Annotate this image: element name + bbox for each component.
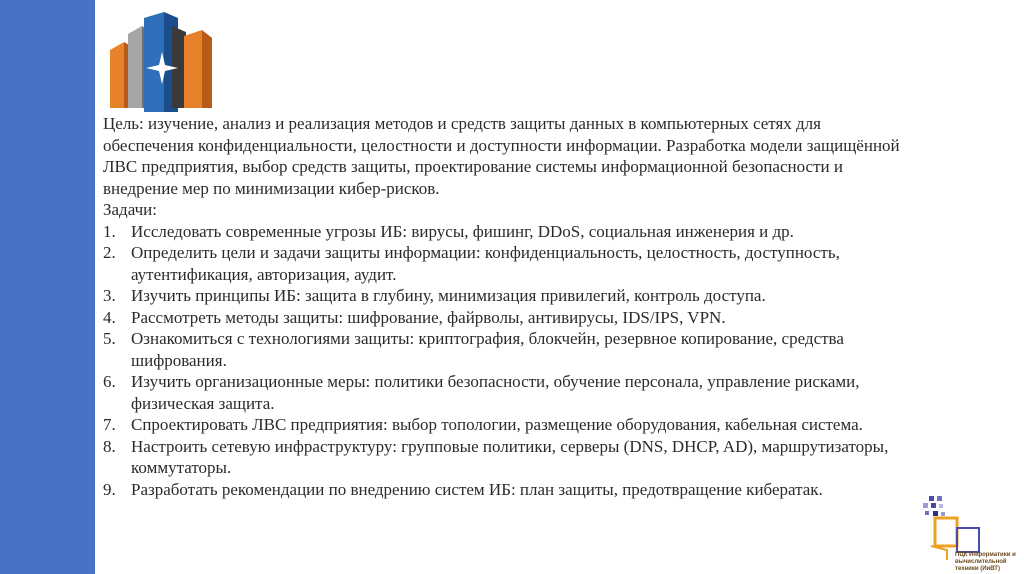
left-accent-bar [0, 0, 95, 574]
task-item: 2. Определить цели и задачи защиты информации: конфиденциальность, целостность, доступность, аутентификация, авторизация, аудит. [103, 243, 840, 284]
corner-logo-line-1: ПЦК Информатики и [955, 552, 1016, 558]
task-item: 5. Ознакомиться с технологиями защиты: криптография, блокчейн, резервное копирование, средства шифрования. [103, 329, 844, 370]
tasks-title: Задачи: [103, 200, 157, 219]
task-item: 3. Изучить принципы ИБ: защита в глубину, минимизация привилегий, контроль доступа. [103, 286, 766, 305]
goal-paragraph: Цель: изучение, анализ и реализация методов и средств защиты данных в компьютерных сетях для обеспечения конфиденциальности, целостности и доступности информации. Разработка модели защищённой ЛВС предприятия, выбор средств защиты, проектирование системы информационной безопасности и внедрение мер по минимизации кибер-рисков. [103, 114, 900, 198]
task-item: 8. Настроить сетевую инфраструктуру: групповые политики, серверы (DNS, DHCP, AD), маршрутизаторы, коммутаторы. [103, 436, 889, 477]
task-item: 6. Изучить организационные меры: политики безопасности, обучение персонала, управление рисками, физическая защита. [103, 372, 860, 413]
college-logo-icon [921, 494, 1021, 574]
task-item: 9. Разработать рекомендации по внедрению систем ИБ: план защиты, предотвращение кибератак. [103, 479, 823, 499]
main-content [103, 113, 903, 500]
corner-logo-line-2: вычислительной [955, 559, 1007, 565]
task-item: 4. Рассмотреть методы защиты: шифрование, файрволы, антивирусы, IDS/IPS, VPN. [103, 307, 726, 327]
skyscrapers-star-logo-icon [106, 12, 222, 112]
task-item: 1. Исследовать современные угрозы ИБ: вирусы, фишинг, DDoS, социальная инженерия и др. [103, 221, 794, 241]
task-item: 7. Спроектировать ЛВС предприятия: выбор топологии, размещение оборудования, кабельная система. [103, 415, 863, 434]
corner-logo-line-3: техники (ИиВТ) [955, 566, 1000, 572]
tasks-list [103, 221, 903, 501]
